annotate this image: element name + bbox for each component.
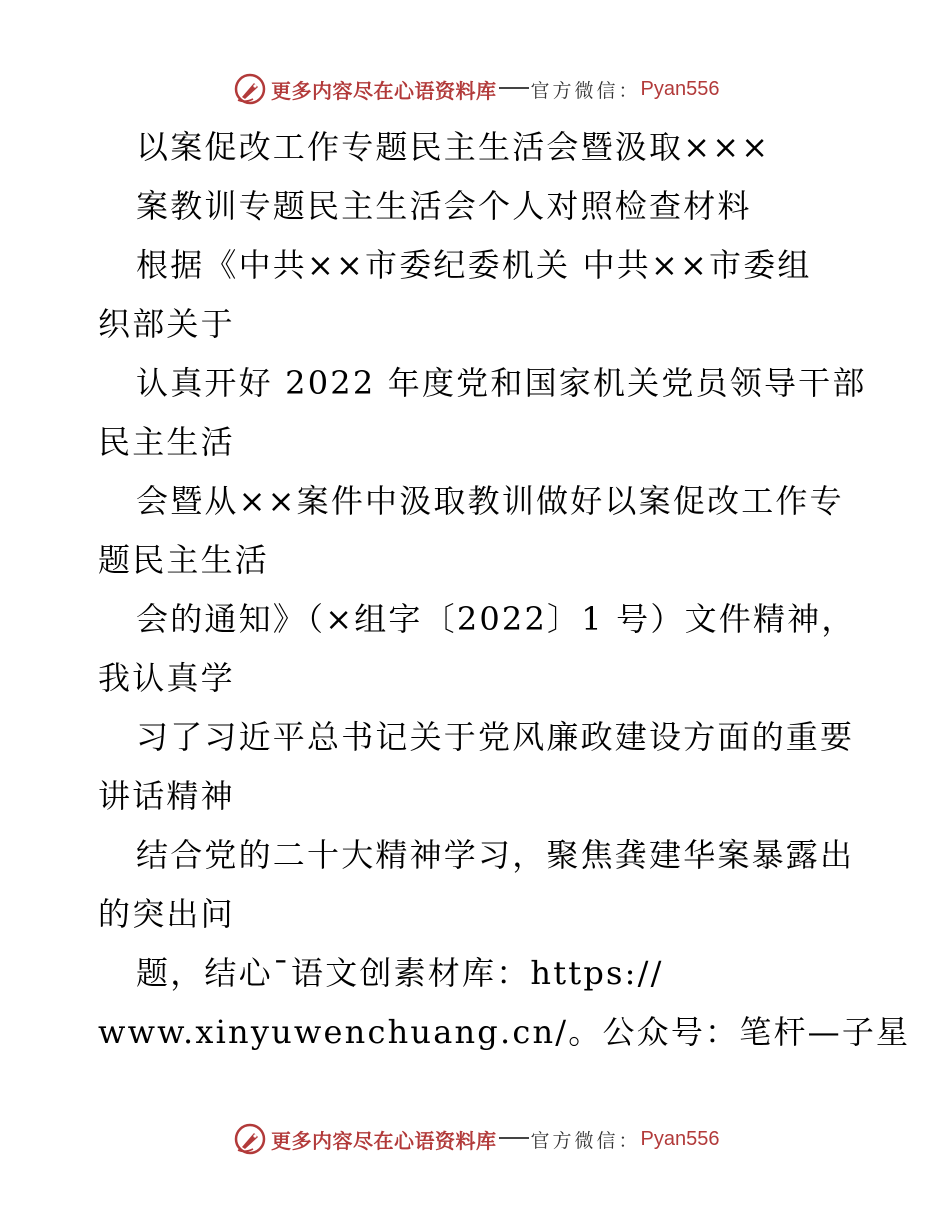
doc-text-line: 题民主生活 bbox=[98, 541, 270, 579]
doc-text-line: 根据《中共××市委纪委机关 中共××市委组 bbox=[136, 246, 812, 284]
watermark-label: 官方微信： bbox=[530, 1129, 641, 1152]
doc-text-line: 讲话精神 bbox=[98, 777, 235, 815]
doc-text-line: 会的通知》（×组字〔2022〕1 号）文件精神， bbox=[136, 600, 856, 638]
watermark-brand-text: 更多内容尽在心语资料库 bbox=[271, 1128, 497, 1153]
document-body bbox=[98, 118, 911, 1062]
doc-title-line-1: 以案促改工作专题民主生活会暨汲取××× bbox=[136, 128, 771, 166]
doc-text-line: www.xinyuwenchuang.cn/。公众号：笔杆—子星 bbox=[98, 1013, 911, 1051]
watermark-dash bbox=[499, 87, 529, 89]
doc-text-line: 会暨从××案件中汲取教训做好以案促改工作专 bbox=[136, 482, 844, 520]
watermark-dash bbox=[499, 1137, 529, 1139]
doc-text-line: 结合党的二十大精神学习，聚焦龚建华案暴露出 bbox=[136, 836, 855, 874]
watermark-wechat-id: Pyan556 bbox=[640, 1127, 720, 1150]
doc-text-line: 我认真学 bbox=[98, 659, 235, 697]
doc-text-line: 织部关于 bbox=[98, 305, 235, 343]
watermark-footer bbox=[233, 1122, 719, 1156]
doc-title-line-2: 案教训专题民主生活会个人对照检查材料 bbox=[136, 187, 752, 225]
doc-text-line: 的突出问 bbox=[98, 895, 235, 933]
watermark-label: 官方微信： bbox=[530, 79, 641, 102]
watermark-wechat-id: Pyan556 bbox=[640, 77, 720, 100]
doc-text-line: 习了习近平总书记关于党风廉政建设方面的重要 bbox=[136, 718, 855, 756]
doc-text-line: 民主生活 bbox=[98, 423, 235, 461]
watermark-brand-text: 更多内容尽在心语资料库 bbox=[271, 78, 497, 103]
doc-text-line: 题，结心¯语文创素材库：https:// bbox=[136, 954, 664, 992]
pen-nib-logo-icon bbox=[233, 72, 267, 106]
pen-nib-logo-icon bbox=[233, 1122, 267, 1156]
doc-text-line: 认真开好 2022 年度党和国家机关党员领导干部 bbox=[136, 364, 867, 402]
watermark-header bbox=[233, 72, 719, 106]
